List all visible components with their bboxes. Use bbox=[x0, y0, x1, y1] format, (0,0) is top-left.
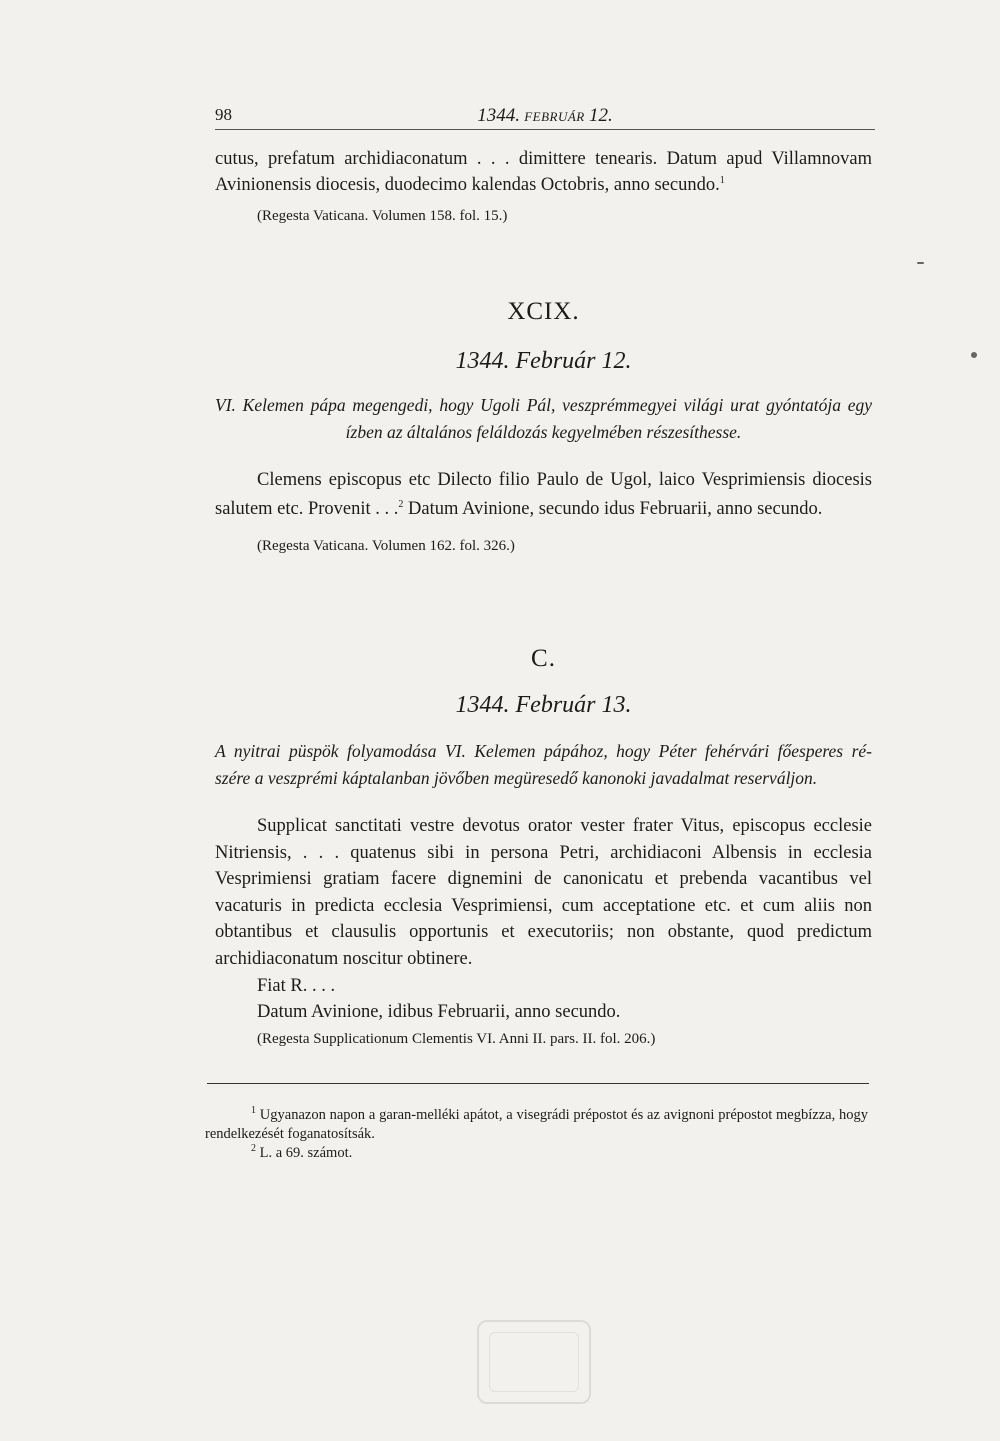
source-citation-xcix: (Regesta Vaticana. Volumen 162. fol. 326.) bbox=[257, 538, 515, 554]
library-stamp-icon bbox=[477, 1320, 591, 1404]
regest-c bbox=[215, 738, 872, 792]
running-title-year: 1344. bbox=[477, 105, 520, 126]
regest-c-line-1: A nyitrai püspök folyamodása VI. Kelemen pápához, hogy Péter fehérvári főesperes ré- bbox=[215, 741, 872, 761]
continuation-line-1: cutus, prefatum archidiaconatum . . . dimittere tenearis. Datum apud Villamnovam bbox=[215, 149, 872, 169]
continuation-line-2 bbox=[215, 172, 872, 198]
body-xcix bbox=[215, 466, 872, 556]
regest-c-line-2: szére a veszprémi káptalanban jövőben megüresedő kanonoki javadalmat reserváljon. bbox=[215, 768, 818, 788]
page-number: 98 bbox=[215, 105, 232, 124]
footnote-2-marker: 2 bbox=[251, 1143, 256, 1155]
document-number-xcix: XCIX. bbox=[507, 298, 580, 325]
footnote-1-marker: 1 bbox=[251, 1105, 256, 1117]
library-stamp-inner bbox=[489, 1332, 579, 1392]
footnote-1 bbox=[205, 1106, 868, 1144]
footnote-2 bbox=[205, 1144, 868, 1163]
running-title bbox=[215, 105, 875, 127]
document-number-c: C. bbox=[531, 645, 556, 672]
running-head bbox=[215, 103, 875, 130]
running-title-month: FEBRUÁR bbox=[524, 109, 585, 124]
margin-dot bbox=[971, 352, 977, 358]
source-citation-1: (Regesta Vaticana. Volumen 158. fol. 15.) bbox=[257, 208, 508, 224]
running-title-day: 12. bbox=[589, 105, 613, 126]
regest-xcix bbox=[215, 392, 872, 446]
document-date-c: 1344. Február 13. bbox=[455, 692, 632, 718]
footnote-divider bbox=[207, 1083, 869, 1084]
footnotes bbox=[205, 1106, 868, 1163]
body-c-paragraph: Supplicat sanctitati vestre devotus orator vester frater Vitus, episcopus ecclesie Nitriensis, . . . quatenus sibi in persona Petri, archidiaconi Albensis in ecclesia Vesprimiensi gratiam facere dignemini de canonicatu et prebenda vacantibus vel vacaturis in predicta ecclesia Vesprimiensi, cum acceptatione etc. et cum aliis non obtantibus et clausulis opportunis et executoriis; non obstante, quod predictum archidiaconatum noscitur obtinere. bbox=[215, 816, 872, 969]
body-xcix-paragraph bbox=[215, 466, 872, 524]
regest-xcix-line-2: ízben az általános feláldozás kegyelmében részesíthesse. bbox=[345, 422, 742, 442]
footnote-1-text: Ugyanazon napon a garan-melléki apátot, a visegrádi prépostot és az avignoni prépostot megbízza, hogy rendelkezését foganatosítsák. bbox=[205, 1107, 868, 1142]
continuation-line-2-text: Avinionensis diocesis, duodecimo kalendas Octobris, anno secundo. bbox=[215, 175, 720, 195]
body-xcix-part-2: Datum Avinione, secundo idus Februarii, anno secundo. bbox=[403, 499, 823, 519]
body-c-datum: Datum Avinione, idibus Februarii, anno secundo. bbox=[257, 1002, 621, 1022]
continuation-text bbox=[215, 146, 872, 226]
margin-dash bbox=[917, 262, 924, 264]
source-citation-c: (Regesta Supplicationum Clementis VI. Anni II. pars. II. fol. 206.) bbox=[257, 1031, 656, 1047]
footnote-ref-2: 2 bbox=[398, 498, 404, 510]
document-date-xcix: 1344. Február 12. bbox=[455, 348, 632, 374]
body-xcix-part-1: Clemens episcopus etc Dilecto filio Paulo de Ugol, laico Vesprimiensis diocesis salutem etc. Provenit . . . bbox=[215, 470, 872, 519]
body-c-fiat: Fiat R. . . . bbox=[257, 976, 336, 996]
body-c bbox=[215, 813, 872, 1049]
footnote-ref-1: 1 bbox=[719, 174, 725, 186]
regest-xcix-line-1: VI. Kelemen pápa megengedi, hogy Ugoli Pál, veszprémmegyei világi urat gyóntatója egy bbox=[215, 395, 872, 415]
footnote-2-text: L. a 69. számot. bbox=[256, 1145, 353, 1161]
